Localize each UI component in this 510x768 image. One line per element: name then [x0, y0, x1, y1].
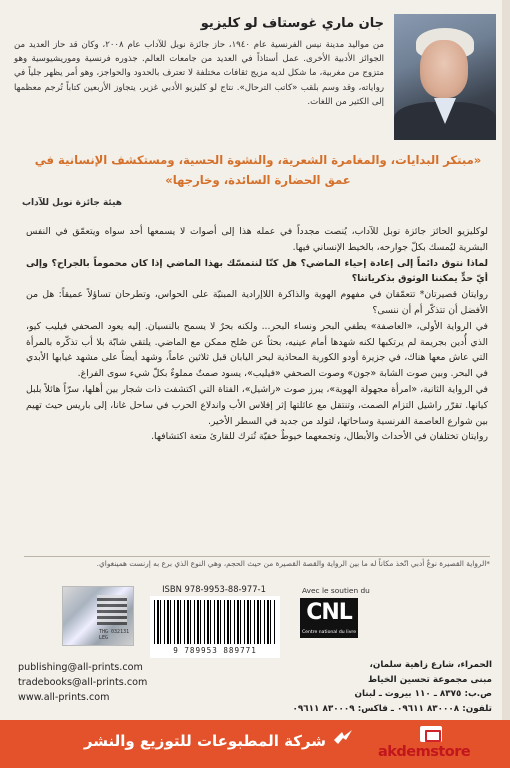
footnote: *الرواية القصيرة نوعٌ أدبي اتّخذ مكاناً له ما بين الرواية والقصة القصيرة من حيث الحجم، وهي النوع الذي برع به إرنست همينغواي. [96, 559, 490, 568]
synopsis [26, 224, 488, 445]
page-edge [502, 0, 510, 768]
author-bio: من مواليد مدينة نيس الفرنسية عام ١٩٤٠، حاز جائزة نوبل للآداب عام ٢٠٠٨، وكان قد حاز العديد من الجوائز الأدبية الأخرى. عمل أستاذاً في العديد من جامعات العالم. جذوره فرنسية وموريشيوسية وهو متزوج من مغربية، ما شكل لديه مزيج ثقافات مختلفة لا تعترف بالحدود والحواجز، وهو أمر يظهر جلياً في رواياته، وقد وسم بلقب «كاتب الترحال». نتاج لو كليزيو الأدبي غزير، يتجاوز الأربعين كتاباً تُرجم معظمها إلى الكثير من اللغات. [14, 40, 385, 107]
email-publishing[interactable]: publishing@all-prints.com [18, 662, 143, 673]
address-line: ص.ب: ٨٣٧٥ ـ ١١٠ بيروت ـ لبنان [354, 689, 492, 700]
publisher-name: شركة المطبوعات للتوزيع والنشر [83, 732, 326, 750]
synopsis-paragraph: لوكليزيو الحائز جائزة نوبل للآداب، يُنصت مجدداً في عمله هذا إلى أصوات لا يسمعها أحد سواه ويتعمّق في النفس البشرية ليُمسك بكلّ جوارحه، بالخيط الإنساني فيها. [26, 226, 488, 253]
hologram-code: THG 032131 LEG [99, 629, 130, 641]
barcode-icon [154, 600, 276, 644]
address-line: تلفون: ٨٣٠٠٠٨ ٠٩٦١١ ـ فاكس: ٨٣٠٠٠٩ ٠٩٦١١ [292, 703, 492, 714]
cnl-logo [300, 598, 358, 638]
cnl-support-label: Avec le soutien du [302, 586, 370, 595]
author-photo [394, 14, 496, 140]
author-name: جان ماري غوستاف لو كليزيو [200, 16, 384, 31]
quote-source: هيئة جائزة نوبل للآداب [22, 198, 122, 208]
email-tradebooks[interactable]: tradebooks@all-prints.com [18, 677, 148, 688]
nobel-quote: «مبتكر البدايات، والمغامرة الشعرية، والنشوة الحسية، ومستكشف الإنسانية في عمق الحضارة السائدة، وخارجها» [34, 153, 482, 187]
address-line: مبنى مجموعة تحسين الخياط [367, 674, 492, 685]
address-line: الحمراء، شارع زاهية سلمان، [369, 660, 492, 670]
publisher-address [242, 658, 492, 716]
synopsis-paragraph: روايتان قصيرتان* تتعمّقان في مفهوم الهوية والذاكرة اللاإرادية المبنيّة على الحواس، وتطرحان تساؤلاً عميقاً: هل من الأفضل أن تتذكّر أم أن ننسى؟ [26, 289, 488, 316]
cnl-logo-subtitle: Centre national du livre [301, 630, 357, 635]
website-link[interactable]: www.all-prints.com [18, 692, 110, 703]
qr-code-icon [97, 595, 127, 625]
hologram-sticker [62, 586, 134, 646]
synopsis-paragraph: في الرواية الثانية، «امرأة مجهولة الهوية»، يبرز صوت «راشيل»، الفتاة التي اكتشفت ذات شجار بين أهلها، سرّاً هائلاً بلبل كيانها. تقرّر راشيل التزام الصمت، وتنتقل مع عائلتها إثر إفلاس الأب واندلاع الحرب في ساحل غانا، إلى باريس حيث تهيم بين شوارع العاصمة الفرنسية وساحاتها، لتولد من جديد في السطر الأخير. [26, 383, 488, 427]
store-logo-icon [420, 726, 442, 742]
watermark: akdemstore [378, 744, 471, 760]
synopsis-paragraph: روايتان تختلفان في الأحداث والأبطال، وتجمعهما خيوطٌ خفيّة تُترك للقارئ متعة اكتشافها. [151, 431, 488, 443]
synopsis-paragraph: في الرواية الأولى، «العاصفة» يطفي البحر ونساء البحر... ولكنه بحرٌ لا يسمح بالنسيان. إليه يعود الصحفي فيليب كيو، الذي أُدين بجريمة لم يرتكبها لكنه شهدها أمام عينيه، بحثاً عن صُلح ممكن مع الماضي. يلتقي شابّة بلا أب تذكّره بالمرأة التي عاش معها هناك، في جزيرة أودو الكورية المحاذية لبحر اليابان قبل ثلاثين عاماً، وشهد أيضاً على مشهد غيابها الأبدي في البحر. وبين صوت الشابة «جون» وصوت الصحفي «فيليب»، يسود صمتٌ مملوءٌ بكلّ شيء سوى الفراغ. [26, 320, 488, 380]
barcode-digits: 9 789953 889771 [173, 646, 257, 655]
publisher-contacts [18, 660, 238, 705]
synopsis-questions: لماذا نتوق دائماً إلى إعادة إحياء الماضي؟ هل كنّا لنتمسّك بهذا الماضي إذا كان محموماً بالجراح؟ وإلى أيّ حدٍّ يمكننا الوثوق بذكرياتنا؟ [26, 257, 488, 285]
divider [24, 556, 490, 557]
cnl-logo-text: CNL [306, 600, 352, 625]
isbn-label: ISBN 978-9953-88-977-1 [162, 584, 266, 594]
barcode [150, 596, 280, 658]
bird-logo-icon [332, 726, 354, 748]
